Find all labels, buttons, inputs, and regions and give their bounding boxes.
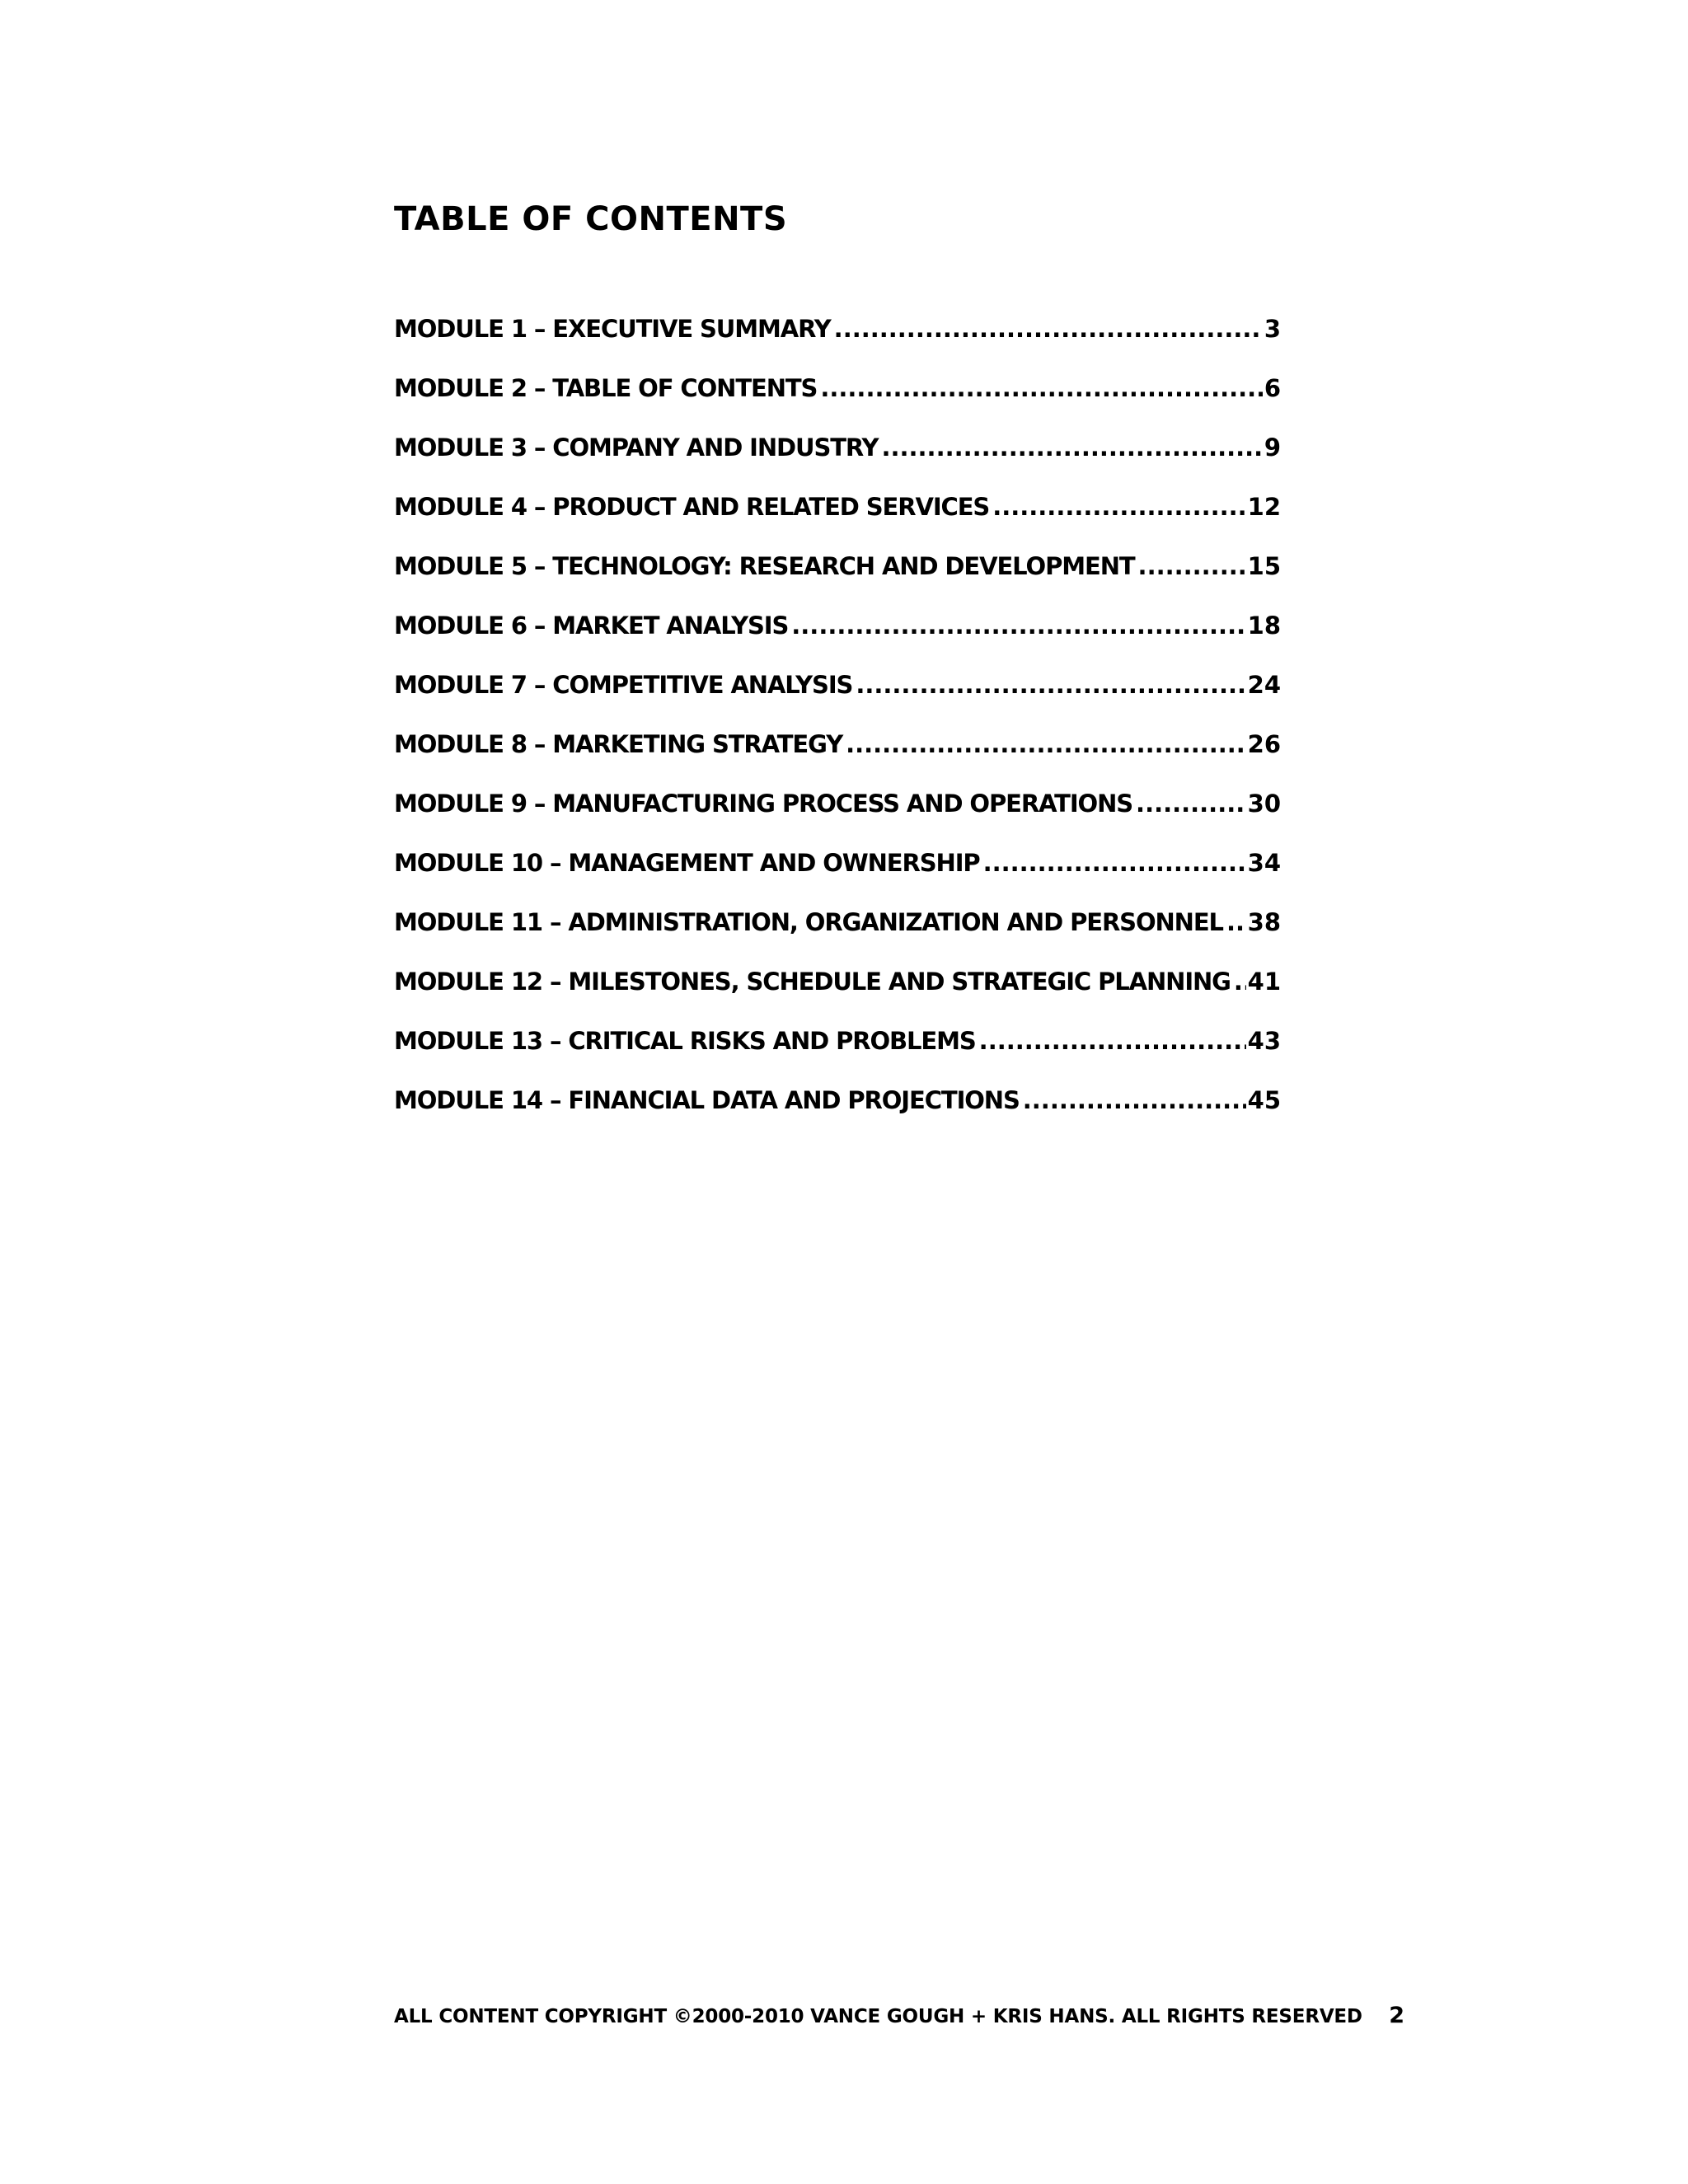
toc-entry-module-8[interactable]: [394, 724, 1281, 783]
page-footer: [394, 2003, 1404, 2028]
toc-entry-module-3[interactable]: [394, 427, 1281, 486]
toc-entry-label: MODULE 6 – MARKET ANALYSIS: [394, 612, 789, 640]
toc-entry-page: 41: [1247, 968, 1281, 996]
toc-entry-label: MODULE 5 – TECHNOLOGY: RESEARCH AND DEVELOPMENT: [394, 552, 1135, 580]
toc-dot-leader: [1136, 783, 1246, 824]
toc-entry-page: 34: [1247, 849, 1281, 877]
toc-entry-label: MODULE 7 – COMPETITIVE ANALYSIS: [394, 671, 853, 699]
toc-entry-module-12[interactable]: [394, 961, 1281, 1020]
toc-entry-label: MODULE 4 – PRODUCT AND RELATED SERVICES: [394, 493, 990, 521]
toc-dot-leader: [856, 664, 1245, 705]
copyright-notice: ALL CONTENT COPYRIGHT ©2000-2010 VANCE GOUGH + KRIS HANS. ALL RIGHTS RESERVED: [394, 2006, 1362, 2027]
toc-entry-page: 24: [1247, 671, 1281, 699]
toc-dot-leader: [983, 842, 1246, 883]
toc-entry-label: MODULE 10 – MANAGEMENT AND OWNERSHIP: [394, 849, 980, 877]
toc-entry-label: MODULE 12 – MILESTONES, SCHEDULE AND STRATEGIC PLANNING: [394, 968, 1231, 996]
toc-entry-page: 9: [1264, 434, 1281, 462]
toc-entry-page: 3: [1264, 315, 1281, 343]
toc-entry-page: 43: [1247, 1027, 1281, 1055]
toc-dot-leader: [1234, 961, 1246, 1002]
toc-entry-page: 18: [1247, 612, 1281, 640]
toc-dot-leader: [1226, 902, 1246, 943]
toc-dot-leader: [979, 1020, 1246, 1062]
toc-dot-leader: [834, 308, 1263, 349]
toc-entry-page: 12: [1247, 493, 1281, 521]
toc-entry-label: MODULE 1 – EXECUTIVE SUMMARY: [394, 315, 831, 343]
toc-dot-leader: [1023, 1080, 1246, 1121]
toc-entry-module-6[interactable]: [394, 605, 1281, 664]
toc-list: [394, 308, 1281, 1139]
toc-entry-module-2[interactable]: [394, 368, 1281, 427]
toc-entry-label: MODULE 13 – CRITICAL RISKS AND PROBLEMS: [394, 1027, 976, 1055]
toc-entry-page: 45: [1247, 1086, 1281, 1114]
toc-dot-leader: [992, 486, 1245, 527]
toc-entry-label: MODULE 9 – MANUFACTURING PROCESS AND OPERATIONS: [394, 790, 1133, 818]
page-number: 2: [1389, 2003, 1404, 2028]
toc-entry-module-14[interactable]: [394, 1080, 1281, 1139]
toc-dot-leader: [1138, 546, 1246, 587]
toc-entry-label: MODULE 2 – TABLE OF CONTENTS: [394, 374, 818, 402]
toc-dot-leader: [820, 368, 1262, 409]
toc-entry-module-4[interactable]: [394, 486, 1281, 546]
toc-entry-label: MODULE 11 – ADMINISTRATION, ORGANIZATION AND PERSONNEL: [394, 908, 1223, 936]
toc-entry-module-5[interactable]: [394, 546, 1281, 605]
toc-entry-module-11[interactable]: [394, 902, 1281, 961]
toc-entry-label: MODULE 8 – MARKETING STRATEGY: [394, 730, 843, 758]
toc-dot-leader: [846, 724, 1246, 765]
toc-entry-module-7[interactable]: [394, 664, 1281, 724]
toc-entry-page: 26: [1247, 730, 1281, 758]
toc-entry-label: MODULE 14 – FINANCIAL DATA AND PROJECTIONS: [394, 1086, 1020, 1114]
toc-entry-page: 30: [1247, 790, 1281, 818]
toc-entry-module-1[interactable]: [394, 308, 1281, 368]
toc-entry-page: 15: [1247, 552, 1281, 580]
toc-dot-leader: [881, 427, 1262, 468]
toc-entry-page: 6: [1264, 374, 1281, 402]
toc-entry-module-9[interactable]: [394, 783, 1281, 842]
toc-entry-label: MODULE 3 – COMPANY AND INDUSTRY: [394, 434, 879, 462]
toc-entry-page: 38: [1247, 908, 1281, 936]
toc-entry-module-10[interactable]: [394, 842, 1281, 902]
page-title: TABLE OF CONTENTS: [394, 200, 788, 238]
toc-entry-module-13[interactable]: [394, 1020, 1281, 1080]
toc-dot-leader: [791, 605, 1245, 646]
